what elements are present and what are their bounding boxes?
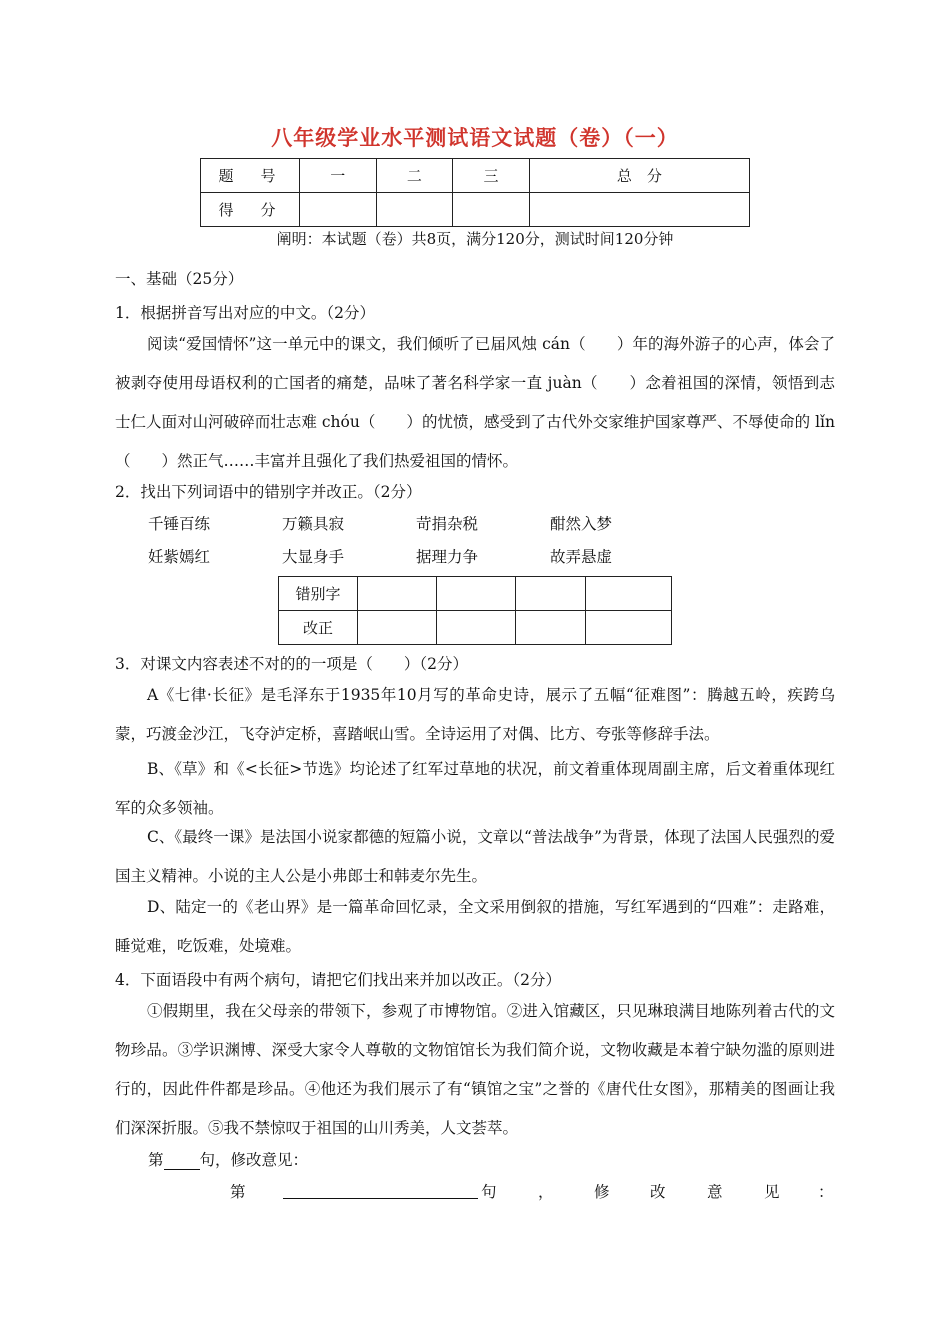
q1-paragraph: 阅读“爱国情怀”这一单元中的课文，我们倾听了已届风烛 cán（ ）年的海外游子的心声，体会了被剥夺使用母语权利的亡国者的痛楚，品味了著名科学家一直 juàn（ ）念着祖国的深情，领悟到志士仁人面对山河破碎而壮志难 chóu（ ）的忧愤，感受到了古代外交家维护国家尊严、不辱使命的 lǐn（ ）然正气……丰富并且强化了我们热爱祖国的情怀。: [115, 335, 835, 470]
answer2-char: 改: [650, 1183, 666, 1201]
sentence-number-blank[interactable]: [283, 1180, 478, 1199]
section-heading: 一、基础（25分）: [115, 270, 244, 288]
score-header-label: 题 号: [201, 159, 300, 193]
answer-prefix: 第: [148, 1151, 164, 1169]
q3-option-a: A《七律·长征》是毛泽东于1935年10月写的革命史诗，展示了五幅“征难图”：腾越五岭，疾跨乌蒙，巧渡金沙江，飞夺泸定桥，喜踏岷山雪。全诗运用了对偶、比方、夸张等修辞手法。: [115, 686, 835, 743]
answer2-char: 第: [230, 1183, 246, 1201]
correction-cell[interactable]: [586, 577, 672, 611]
q2-word-5: 妊紫嫣红: [148, 548, 211, 566]
correction-cell[interactable]: [358, 611, 437, 645]
q2-word-2: 万籁具寂: [282, 515, 345, 533]
correction-cell[interactable]: [516, 611, 586, 645]
page-title: 八年级学业水平测试语文试题（卷）（一）: [271, 125, 679, 150]
answer2-char: 修: [594, 1183, 610, 1201]
q3-option-c: C、《最终一课》是法国小说家都德的短篇小说，文章以“普法战争”为背景，体现了法国人民强烈的爱国主义精神。小说的主人公是小弗郎士和韩麦尔先生。: [115, 828, 835, 885]
q2-stem: 2．找出下列词语中的错别字并改正。（2分）: [115, 483, 422, 501]
q2-word-1: 千锤百练: [148, 515, 211, 533]
score-cell-total: [529, 193, 749, 227]
correction-cell[interactable]: [358, 577, 437, 611]
answer2-char: 意: [707, 1183, 723, 1201]
score-header-3: 三: [453, 159, 530, 193]
answer2-char: 见: [764, 1183, 780, 1201]
q4-stem: 4．下面语段中有两个病句，请把它们找出来并加以改正。（2分）: [115, 971, 561, 989]
score-table: [200, 158, 750, 227]
q3-option-d: D、陆定一的《老山界》是一篇革命回忆录，全文采用倒叙的措施，写红军遇到的“四难”：走路难，睡觉难，吃饭难，处境难。: [115, 898, 835, 955]
answer2-char: 句: [481, 1183, 497, 1201]
correction-label-fix: 改正: [279, 611, 358, 645]
score-cell-2: [376, 193, 453, 227]
correction-label-wrong: 错别字: [279, 577, 358, 611]
answer-suffix: 句，修改意见：: [199, 1151, 309, 1169]
q3-stem: 3．对课文内容表述不对的的一项是（ ）（2分）: [115, 655, 468, 673]
q2-word-3: 苛捐杂税: [416, 515, 479, 533]
sentence-number-blank[interactable]: [164, 1151, 200, 1170]
answer2-char: ，: [538, 1183, 554, 1201]
score-cell-1: [300, 193, 377, 227]
correction-cell[interactable]: [586, 611, 672, 645]
correction-cell[interactable]: [437, 611, 516, 645]
q1-stem: 1．根据拼音写出对应的中文。（2分）: [115, 304, 375, 322]
correction-cell[interactable]: [437, 577, 516, 611]
q4-answer-line-1: [148, 1148, 308, 1170]
score-header-total: 总 分: [529, 159, 749, 193]
q3-option-b: B、《草》和《<长征>节选》均论述了红军过草地的状况，前文着重体现周副主席，后文着重体现红军的众多领袖。: [115, 760, 835, 817]
score-header-1: 一: [300, 159, 377, 193]
answer2-char: ：: [818, 1183, 834, 1201]
q2-word-7: 据理力争: [416, 548, 479, 566]
q4-paragraph: ①假期里，我在父母亲的带领下，参观了市博物馆。②进入馆藏区，只见琳琅满目地陈列着古代的文物珍品。③学识渊博、深受大家令人尊敬的文物馆馆长为我们简介说，文物收藏是本着宁缺勿滥的原则进行的，因此件件都是珍品。④他还为我们展示了有“镇馆之宝”之誉的《唐代仕女图》，那精美的图画让我们深深折服。⑤我不禁惊叹于祖国的山川秀美，人文荟萃。: [115, 1002, 835, 1137]
q2-word-4: 酣然入梦: [550, 515, 613, 533]
score-header-2: 二: [376, 159, 453, 193]
exam-note: 阐明：本试题（卷）共8页，满分120分，测试时间120分钟: [276, 230, 674, 248]
correction-cell[interactable]: [516, 577, 586, 611]
score-row-label: 得 分: [201, 193, 300, 227]
correction-table: [278, 576, 672, 645]
score-cell-3: [453, 193, 530, 227]
q2-word-6: 大显身手: [282, 548, 345, 566]
q2-word-8: 故弄悬虚: [550, 548, 613, 566]
